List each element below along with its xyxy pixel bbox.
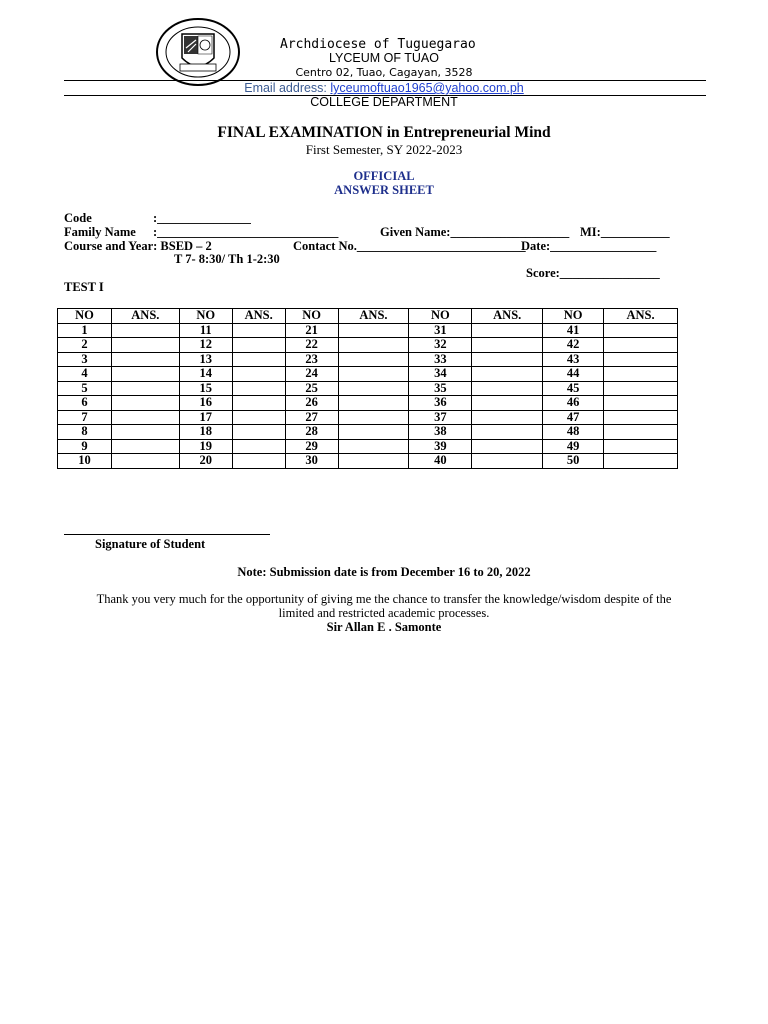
table-row <box>58 381 678 396</box>
header-ans: ANS. <box>111 309 179 324</box>
question-number: 42 <box>543 338 604 353</box>
thanks-line-1: Thank you very much for the opportunity of giving me the chance to transfer the knowledge/wisdom despite of the <box>96 592 672 606</box>
answer-cell[interactable] <box>232 352 285 367</box>
question-number: 24 <box>285 367 338 382</box>
answer-cell[interactable] <box>338 367 409 382</box>
question-number: 31 <box>409 323 472 338</box>
answer-table <box>57 308 678 469</box>
question-number: 22 <box>285 338 338 353</box>
header-no: NO <box>179 309 232 324</box>
answer-cell[interactable] <box>472 381 543 396</box>
answer-cell[interactable] <box>338 454 409 469</box>
header-no: NO <box>543 309 604 324</box>
question-number: 37 <box>409 410 472 425</box>
question-number: 36 <box>409 396 472 411</box>
question-number: 27 <box>285 410 338 425</box>
question-number: 45 <box>543 381 604 396</box>
answer-cell[interactable] <box>232 439 285 454</box>
question-number: 4 <box>58 367 112 382</box>
department-name: COLLEGE DEPARTMENT <box>310 95 458 109</box>
question-number: 23 <box>285 352 338 367</box>
contact-no-field[interactable]: Contact No.___________________________ <box>293 239 526 253</box>
date-field[interactable]: Date:_________________ <box>521 239 657 253</box>
question-number: 47 <box>543 410 604 425</box>
question-number: 38 <box>409 425 472 440</box>
course-year-label: Course and Year: BSED – 2 <box>64 239 212 253</box>
code-label: Code <box>64 211 92 225</box>
school-name: LYCEUM OF TUAO <box>329 51 439 65</box>
question-number: 34 <box>409 367 472 382</box>
answer-cell[interactable] <box>111 352 179 367</box>
given-name-field[interactable]: Given Name:___________________ <box>380 225 570 239</box>
answer-table-body <box>58 323 678 468</box>
question-number: 6 <box>58 396 112 411</box>
question-number: 33 <box>409 352 472 367</box>
answer-cell[interactable] <box>472 410 543 425</box>
answer-cell[interactable] <box>472 396 543 411</box>
official-label: OFFICIAL <box>353 169 415 183</box>
answer-cell[interactable] <box>338 323 409 338</box>
answer-cell[interactable] <box>338 338 409 353</box>
question-number: 50 <box>543 454 604 469</box>
email-line <box>0 81 768 95</box>
answer-cell[interactable] <box>338 396 409 411</box>
question-number: 41 <box>543 323 604 338</box>
question-number: 16 <box>179 396 232 411</box>
answer-cell[interactable] <box>604 410 678 425</box>
question-number: 9 <box>58 439 112 454</box>
test-label: TEST I <box>64 280 104 294</box>
question-number: 2 <box>58 338 112 353</box>
code-field[interactable]: :_______________ <box>153 211 251 225</box>
header-no: NO <box>285 309 338 324</box>
email-link[interactable]: lyceumoftuao1965@yahoo.com.ph <box>330 81 524 95</box>
question-number: 10 <box>58 454 112 469</box>
answer-cell[interactable] <box>338 425 409 440</box>
answer-cell[interactable] <box>338 439 409 454</box>
question-number: 13 <box>179 352 232 367</box>
score-field[interactable]: Score:________________ <box>526 266 660 280</box>
answer-cell[interactable] <box>232 454 285 469</box>
question-number: 39 <box>409 439 472 454</box>
answer-cell[interactable] <box>111 396 179 411</box>
question-number: 26 <box>285 396 338 411</box>
school-address: Centro 02, Tuao, Cagayan, 3528 <box>295 66 473 79</box>
table-row <box>58 425 678 440</box>
answer-cell[interactable] <box>111 338 179 353</box>
answer-cell[interactable] <box>604 323 678 338</box>
question-number: 19 <box>179 439 232 454</box>
exam-title: FINAL EXAMINATION in Entrepreneurial Mind <box>217 124 551 141</box>
answer-cell[interactable] <box>604 454 678 469</box>
table-row <box>58 410 678 425</box>
question-number: 14 <box>179 367 232 382</box>
header-ans: ANS. <box>604 309 678 324</box>
mi-field[interactable]: MI:___________ <box>580 225 670 239</box>
answer-cell[interactable] <box>232 410 285 425</box>
question-number: 8 <box>58 425 112 440</box>
submission-note: Note: Submission date is from December 16 to 20, 2022 <box>237 565 531 579</box>
answer-cell[interactable] <box>604 352 678 367</box>
table-row <box>58 439 678 454</box>
question-number: 5 <box>58 381 112 396</box>
family-name-label: Family Name <box>64 225 136 239</box>
table-header-row <box>58 309 678 324</box>
header-ans: ANS. <box>232 309 285 324</box>
answer-cell[interactable] <box>472 338 543 353</box>
answer-cell[interactable] <box>232 338 285 353</box>
question-number: 48 <box>543 425 604 440</box>
answer-cell[interactable] <box>232 381 285 396</box>
header-no: NO <box>58 309 112 324</box>
answer-cell[interactable] <box>338 381 409 396</box>
answer-cell[interactable] <box>111 381 179 396</box>
signature-label: Signature of Student <box>95 537 206 551</box>
answer-cell[interactable] <box>338 352 409 367</box>
header-ans: ANS. <box>338 309 409 324</box>
answer-cell[interactable] <box>604 439 678 454</box>
answer-cell[interactable] <box>111 410 179 425</box>
question-number: 43 <box>543 352 604 367</box>
table-row <box>58 352 678 367</box>
answer-cell[interactable] <box>232 323 285 338</box>
table-row <box>58 454 678 469</box>
question-number: 35 <box>409 381 472 396</box>
answer-sheet-label: ANSWER SHEET <box>334 183 434 197</box>
class-schedule: T 7- 8:30/ Th 1-2:30 <box>174 252 280 266</box>
header-no: NO <box>409 309 472 324</box>
answer-cell[interactable] <box>338 410 409 425</box>
answer-cell[interactable] <box>111 323 179 338</box>
answer-cell[interactable] <box>472 323 543 338</box>
teacher-name: Sir Allan E . Samonte <box>326 620 442 634</box>
question-number: 21 <box>285 323 338 338</box>
question-number: 25 <box>285 381 338 396</box>
answer-cell[interactable] <box>111 425 179 440</box>
answer-cell[interactable] <box>111 367 179 382</box>
thanks-line-2: limited and restricted academic processes. <box>278 606 490 620</box>
question-number: 18 <box>179 425 232 440</box>
answer-cell[interactable] <box>604 367 678 382</box>
thanks-message <box>0 592 768 620</box>
table-row <box>58 323 678 338</box>
question-number: 17 <box>179 410 232 425</box>
question-number: 28 <box>285 425 338 440</box>
table-row <box>58 367 678 382</box>
answer-cell[interactable] <box>111 454 179 469</box>
question-number: 11 <box>179 323 232 338</box>
answer-cell[interactable] <box>232 396 285 411</box>
family-name-field[interactable]: :_____________________________ <box>153 225 339 239</box>
question-number: 1 <box>58 323 112 338</box>
question-number: 40 <box>409 454 472 469</box>
answer-cell[interactable] <box>111 439 179 454</box>
question-number: 30 <box>285 454 338 469</box>
question-number: 15 <box>179 381 232 396</box>
answer-cell[interactable] <box>604 396 678 411</box>
email-label: Email address: <box>244 81 331 95</box>
question-number: 7 <box>58 410 112 425</box>
answer-cell[interactable] <box>472 367 543 382</box>
question-number: 32 <box>409 338 472 353</box>
answer-cell[interactable] <box>472 439 543 454</box>
answer-cell[interactable] <box>232 425 285 440</box>
archdiocese-name: Archdiocese of Tuguegarao <box>280 37 476 52</box>
answer-cell[interactable] <box>232 367 285 382</box>
question-number: 29 <box>285 439 338 454</box>
answer-cell[interactable] <box>472 425 543 440</box>
question-number: 20 <box>179 454 232 469</box>
table-row <box>58 396 678 411</box>
answer-cell[interactable] <box>472 454 543 469</box>
answer-cell[interactable] <box>604 381 678 396</box>
exam-semester: First Semester, SY 2022-2023 <box>305 142 463 157</box>
header-ans: ANS. <box>472 309 543 324</box>
question-number: 12 <box>179 338 232 353</box>
signature-line[interactable] <box>64 534 270 535</box>
question-number: 44 <box>543 367 604 382</box>
question-number: 46 <box>543 396 604 411</box>
question-number: 49 <box>543 439 604 454</box>
answer-cell[interactable] <box>604 425 678 440</box>
question-number: 3 <box>58 352 112 367</box>
table-row <box>58 338 678 353</box>
answer-cell[interactable] <box>472 352 543 367</box>
answer-cell[interactable] <box>604 338 678 353</box>
